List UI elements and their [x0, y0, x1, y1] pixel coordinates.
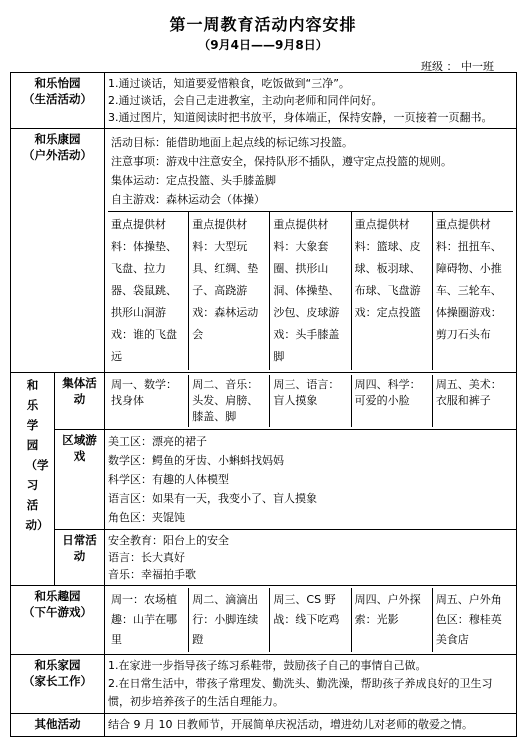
group-day-5: 周五、美术：衣服和裤子: [432, 375, 513, 427]
outdoor-free: 自主游戏：森林运动会（体操）: [111, 193, 265, 206]
daily-item: 语言：长大真好: [108, 551, 185, 564]
row-learning-area: [11, 430, 517, 530]
cell-daily-activity: [105, 530, 517, 586]
label-area-games: 区域游戏: [55, 430, 105, 530]
schedule-table: [10, 72, 517, 737]
row-learning-daily: [11, 530, 517, 586]
row-other: [11, 714, 517, 737]
fun-days: [108, 588, 513, 652]
cell-outdoor: [105, 129, 517, 373]
cell-area-games: [105, 430, 517, 530]
row-family: [11, 655, 517, 714]
fun-day-4: 周四、户外探索：光影: [351, 588, 432, 652]
outdoor-note: 注意事项：游戏中注意安全，保持队形不插队，遵守定点投篮的规则。: [111, 155, 452, 168]
area-item: 美工区：漂亮的裙子: [108, 435, 207, 448]
label-group-activity: 集体活动: [55, 373, 105, 430]
area-item: 角色区：夹馄饨: [108, 511, 185, 524]
fun-day-2: 周二、滴滴出行：小脚连续蹬: [188, 588, 269, 652]
label-fun: 和乐趣园 （下午游戏）: [11, 586, 105, 655]
group-day-1: 周一、数学：找身体: [111, 378, 177, 407]
row-life: [11, 73, 517, 129]
cell-family: [105, 655, 517, 714]
outdoor-goal: 活动目标：能借助地面上起点线的标记练习投篮。: [111, 136, 353, 149]
date-range: （9月4日——9月8日）: [198, 38, 328, 52]
daily-item: 安全教育：阳台上的安全: [108, 534, 229, 547]
group-day-3: 周三、语言：盲人摸象: [269, 375, 350, 427]
group-day-2: 周二、音乐：头发、肩膀、膝盖、脚: [188, 375, 269, 427]
area-item: 语言区：如果有一天，我变小了、盲人摸象: [108, 492, 317, 505]
fun-day-5: 周五、户外角色区：穆桂英美食店: [432, 588, 513, 652]
row-learning-group: [11, 373, 517, 430]
label-other: 其他活动: [11, 714, 105, 737]
cell-fun: [105, 586, 517, 655]
daily-item: 音乐：幸福拍手歌: [108, 568, 196, 581]
label-life: 和乐怡园 （生活活动）: [11, 73, 105, 129]
outdoor-group: 集体运动：定点投篮、头手膝盖脚: [111, 174, 276, 187]
area-item: 数学区：鳄鱼的牙齿、小蝌蚪找妈妈: [108, 454, 284, 467]
life-item: 3.通过图片，知道阅读时把书放平，身体端正，保持安静，一页接着一页翻书。: [108, 111, 493, 124]
fun-day-1: 周一：农场植趣：山芋在哪里: [111, 593, 177, 646]
row-outdoor: [11, 129, 517, 373]
outdoor-days: [108, 211, 513, 370]
family-item: 2.在日常生活中，带孩子常理发、勤洗头、勤洗澡，帮助孩子养成良好的卫生习惯，初步培养孩子的生活自理能力。: [108, 677, 493, 708]
life-item: 1.通过谈话，知道要爱惜粮食，吃饭做到“三净”。: [108, 77, 350, 90]
label-daily-activity: 日常活动: [55, 530, 105, 586]
cell-other: 结合 9 月 10 日教师节，开展简单庆祝活动，增进幼儿对老师的敬爱之情。: [105, 714, 517, 737]
outdoor-day-1: 重点提供材料：体操垫、飞盘、拉力器、袋鼠跳、拱形山洞游戏：谁的飞盘远: [111, 218, 177, 363]
outdoor-day-3: 重点提供材料：大象套圈、拱形山洞、体操垫、沙包、皮球游戏：头手膝盖脚: [269, 212, 350, 370]
label-learning: 和乐学园（学习活动）: [11, 373, 55, 586]
page-title: 第一周教育活动内容安排: [169, 15, 357, 34]
label-family: 和乐家园 （家长工作）: [11, 655, 105, 714]
outdoor-day-4: 重点提供材料：篮球、皮球、板羽球、布球、飞盘游戏：定点投篮: [351, 212, 432, 370]
group-day-4: 周四、科学：可爱的小脸: [351, 375, 432, 427]
life-item: 2.通过谈话，会自己走进教室，主动向老师和同伴问好。: [108, 94, 383, 107]
row-fun: [11, 586, 517, 655]
group-days: [108, 375, 513, 427]
outdoor-day-2: 重点提供材料：大型玩具、红绸、垫子、高跷游戏：森林运动会: [188, 212, 269, 370]
outdoor-day-5: 重点提供材料：扭扭车、障碍物、小推车、三轮车、体操圈游戏：剪刀石头布: [432, 212, 513, 370]
cell-life: [105, 73, 517, 129]
family-item: 1.在家进一步指导孩子练习系鞋带，鼓励孩子自己的事情自己做。: [108, 659, 427, 672]
area-item: 科学区：有趣的人体模型: [108, 473, 229, 486]
cell-group-activity: [105, 373, 517, 430]
label-outdoor: 和乐康园 （户外活动）: [11, 129, 105, 373]
fun-day-3: 周三、CS 野战：线下吃鸡: [269, 588, 350, 652]
class-info: 班级 ： 中一班: [421, 60, 494, 73]
